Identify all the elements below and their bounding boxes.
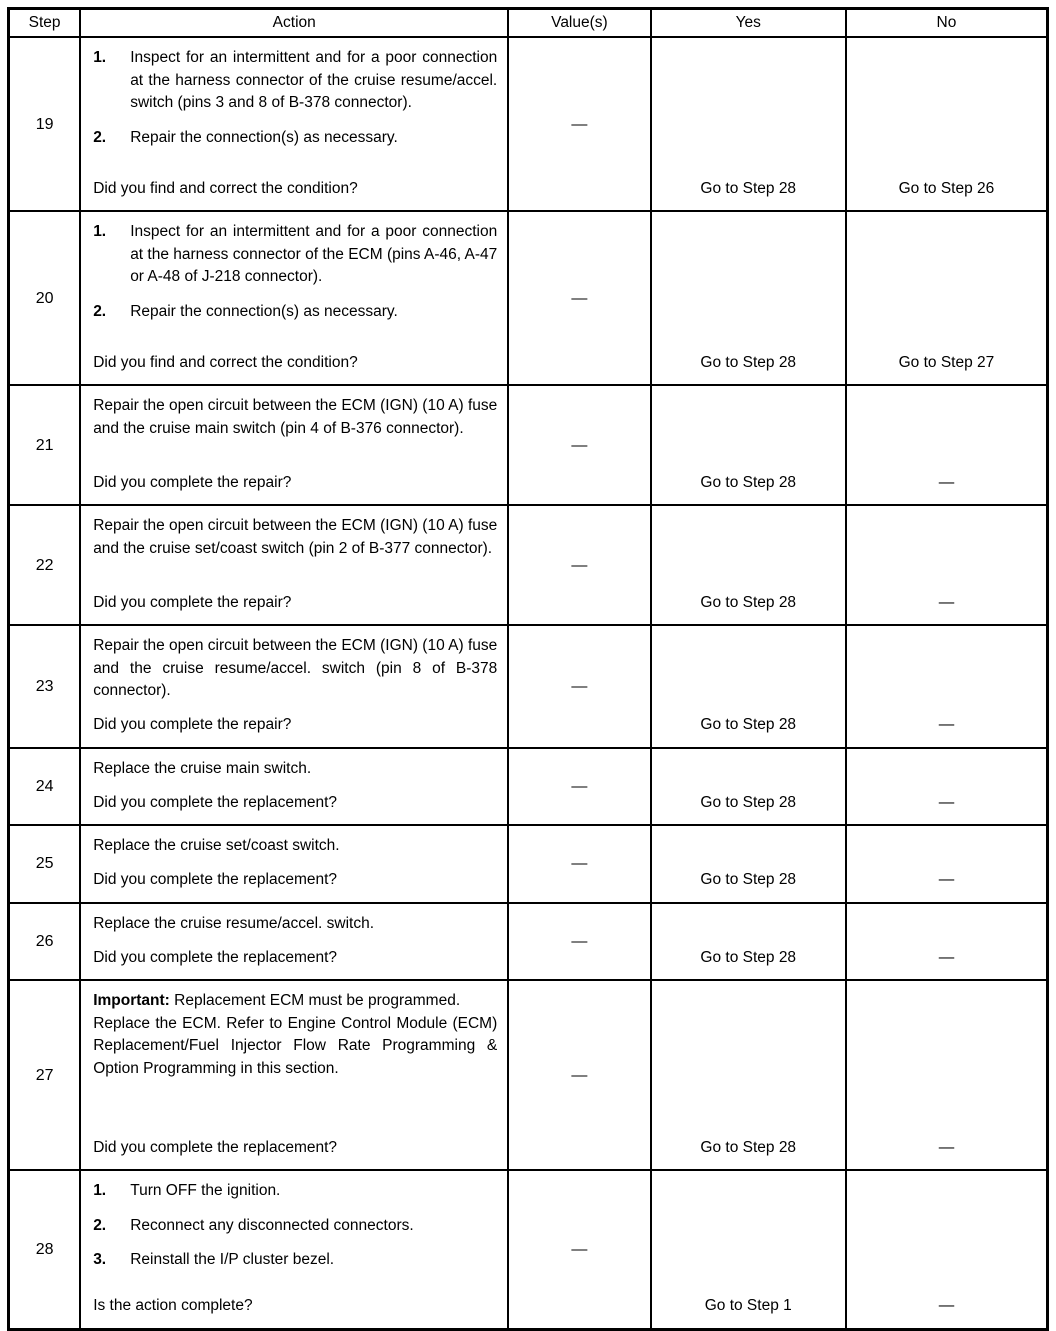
action-step-item <box>93 1180 497 1202</box>
table-row <box>9 385 1048 505</box>
table-row <box>9 903 1048 980</box>
action-steps <box>93 221 497 323</box>
list-text: Reconnect any disconnected connectors. <box>130 1216 414 1234</box>
action-paragraphs <box>93 395 497 440</box>
action-steps <box>93 1180 497 1271</box>
action-paragraphs <box>93 758 497 780</box>
step-cell: 26 <box>9 903 81 980</box>
important-note <box>93 990 497 1012</box>
yes-cell: Go to Step 28 <box>651 385 846 505</box>
list-text: Repair the connection(s) as necessary. <box>130 128 398 146</box>
action-question: Did you complete the repair? <box>93 474 292 491</box>
list-number: 1. <box>93 49 107 67</box>
action-question: Did you complete the replacement? <box>93 1138 338 1156</box>
action-paragraph: Replace the cruise set/coast switch. <box>93 837 340 855</box>
table-row <box>9 1170 1048 1329</box>
yes-cell: Go to Step 28 <box>651 980 846 1170</box>
action-paragraph: Replace the cruise main switch. <box>93 759 312 777</box>
important-text: Replacement ECM must be programmed. <box>174 992 461 1010</box>
action-paragraphs <box>93 635 497 702</box>
no-cell: Go to Step 27 <box>846 211 1048 385</box>
table-header-row <box>9 9 1048 38</box>
action-paragraphs <box>93 515 497 560</box>
no-cell: — <box>846 505 1048 625</box>
value-cell: — <box>508 825 650 902</box>
no-cell: — <box>846 903 1048 980</box>
table-row <box>9 748 1048 825</box>
action-cell <box>80 37 508 211</box>
yes-cell: Go to Step 28 <box>651 211 846 385</box>
action-question: Did you complete the replacement? <box>93 871 338 889</box>
value-cell: — <box>508 37 650 211</box>
list-text: Inspect for an intermittent and for a poor connection at the harness connector of the cruise resume/accel. switch (pins 3 and 8 of B-378 connector). <box>130 49 498 112</box>
action-cell <box>80 825 508 902</box>
step-cell: 20 <box>9 211 81 385</box>
list-number: 3. <box>93 1251 107 1269</box>
action-cell <box>80 505 508 625</box>
header-values: Value(s) <box>508 9 650 38</box>
action-paragraphs <box>93 990 497 1080</box>
table-row <box>9 625 1048 747</box>
action-question: Did you complete the replacement? <box>93 793 338 811</box>
action-paragraphs <box>93 913 497 935</box>
action-cell <box>80 385 508 505</box>
action-question: Did you complete the repair? <box>93 594 292 611</box>
action-paragraph: Repair the open circuit between the ECM (IGN) (10 A) fuse and the cruise main switch (pin 4 of B-376 connector). <box>93 397 498 437</box>
yes-cell: Go to Step 1 <box>651 1170 846 1329</box>
list-number: 1. <box>93 223 107 241</box>
no-cell: — <box>846 385 1048 505</box>
list-number: 2. <box>93 128 107 146</box>
no-cell: — <box>846 625 1048 747</box>
action-cell <box>80 748 508 825</box>
table-row <box>9 825 1048 902</box>
list-number: 2. <box>93 1216 107 1234</box>
action-step-item <box>93 1249 497 1271</box>
list-text: Reinstall the I/P cluster bezel. <box>130 1251 335 1269</box>
yes-cell: Go to Step 28 <box>651 903 846 980</box>
value-cell: — <box>508 211 650 385</box>
action-step-item <box>93 301 497 323</box>
action-step-item <box>93 221 497 288</box>
no-cell: — <box>846 748 1048 825</box>
value-cell: — <box>508 1170 650 1329</box>
header-yes: Yes <box>651 9 846 38</box>
yes-cell: Go to Step 28 <box>651 625 846 747</box>
action-paragraph: Repair the open circuit between the ECM (IGN) (10 A) fuse and the cruise set/coast switch (pin 2 of B-377 connector). <box>93 517 498 557</box>
action-paragraphs <box>93 835 497 857</box>
action-question: Is the action complete? <box>93 1297 253 1315</box>
action-cell <box>80 903 508 980</box>
action-question: Did you complete the repair? <box>93 716 292 734</box>
action-cell <box>80 211 508 385</box>
list-number: 2. <box>93 302 107 320</box>
yes-cell: Go to Step 28 <box>651 748 846 825</box>
table-row <box>9 505 1048 625</box>
action-step-item <box>93 127 497 149</box>
step-cell: 24 <box>9 748 81 825</box>
table-row <box>9 211 1048 385</box>
value-cell: — <box>508 748 650 825</box>
action-question: Did you find and correct the condition? <box>93 354 358 371</box>
value-cell: — <box>508 903 650 980</box>
action-steps <box>93 47 497 149</box>
action-cell <box>80 625 508 747</box>
no-cell: — <box>846 825 1048 902</box>
header-action: Action <box>80 9 508 38</box>
step-cell: 22 <box>9 505 81 625</box>
step-cell: 27 <box>9 980 81 1170</box>
step-cell: 21 <box>9 385 81 505</box>
list-number: 1. <box>93 1182 107 1200</box>
yes-cell: Go to Step 28 <box>651 825 846 902</box>
header-step: Step <box>9 9 81 38</box>
table-row <box>9 37 1048 211</box>
no-cell: Go to Step 26 <box>846 37 1048 211</box>
action-paragraph: Replace the cruise resume/accel. switch. <box>93 914 375 932</box>
action-paragraph: Repair the open circuit between the ECM (IGN) (10 A) fuse and the cruise resume/accel. switch (pin 8 of B-378 connector). <box>93 637 498 700</box>
value-cell: — <box>508 980 650 1170</box>
action-cell <box>80 1170 508 1329</box>
diagnostic-table <box>7 7 1049 1331</box>
no-cell: — <box>846 1170 1048 1329</box>
list-text: Inspect for an intermittent and for a poor connection at the harness connector of the ECM (pins A-46, A-47 or A-48 of J-218 connector). <box>130 223 498 286</box>
step-cell: 25 <box>9 825 81 902</box>
table-row <box>9 980 1048 1170</box>
yes-cell: Go to Step 28 <box>651 37 846 211</box>
header-no: No <box>846 9 1048 38</box>
action-cell <box>80 980 508 1170</box>
step-cell: 19 <box>9 37 81 211</box>
list-text: Repair the connection(s) as necessary. <box>130 302 398 320</box>
no-cell: — <box>846 980 1048 1170</box>
action-question: Did you find and correct the condition? <box>93 180 358 197</box>
important-label: Important: <box>93 992 170 1010</box>
action-question: Did you complete the replacement? <box>93 948 338 966</box>
value-cell: — <box>508 625 650 747</box>
action-step-item <box>93 1215 497 1237</box>
value-cell: — <box>508 385 650 505</box>
action-step-item <box>93 47 497 114</box>
value-cell: — <box>508 505 650 625</box>
yes-cell: Go to Step 28 <box>651 505 846 625</box>
step-cell: 28 <box>9 1170 81 1329</box>
list-text: Turn OFF the ignition. <box>130 1182 281 1200</box>
step-cell: 23 <box>9 625 81 747</box>
action-paragraph: Replace the ECM. Refer to Engine Control Module (ECM) Replacement/Fuel Injector Flow Rate Programming & Option Programming in this section. <box>93 1014 498 1077</box>
